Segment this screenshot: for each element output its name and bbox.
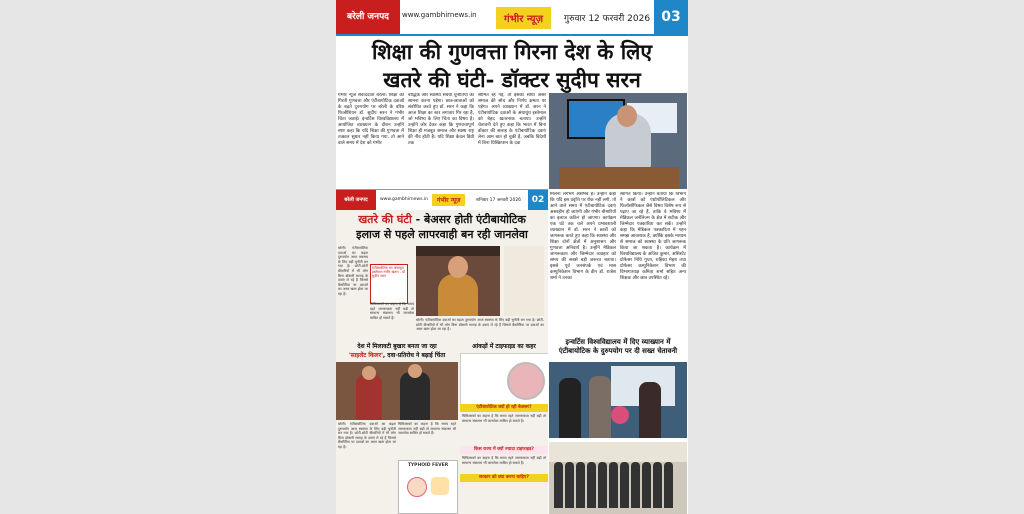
clipping-text-e: चिकित्सकों का कहना है कि समय रहते जागरूकता नहीं बढ़ी तो सामान्य संक्रमण भी जानलेवा साबित हो सकते हैं। (462, 456, 546, 465)
page-header (336, 0, 688, 34)
sec2-red: 'साइलेंट किलर' (348, 352, 383, 359)
article-column-2: बौद्धिक और स्वास्थ्य संबंधी चुनौतियों का सामना करना पड़ेगा। छात्र-छात्राओं को संबोधित करते हुए डॉ. सरन ने कहा कि आज शिक्षा का स्तर लगातार गिर रहा है, जो भविष्य के लिए चिंता का विषय है। उन्होंने जोर देकर कहा कि गुणवत्तापूर्ण शिक्षा ही मजबूत समाज और स्वस्थ राष्ट्र की नींव होती है। यदि शिक्षा केवल डिग्री तक (408, 93, 474, 146)
headline-line-2: खतरे की घंटी- डॉक्टर सुदीप सरन (383, 67, 641, 92)
header-website: www.gambhirnews.in (402, 11, 477, 19)
right-column-a: मिलना लगभग असंभव है। उन्होंने कहा कि यदि इस प्रवृत्ति पर रोक नहीं लगी, तो आने वाले समय में एंटीबायोटिक दवाएं असरहीन हो जाएंगी और गंभीर बीमारियों का इलाज कठिन हो जाएगा। कार्यक्रम एक घंटे तक चले अपने प्रभावशाली व्याख्यान में डॉ. सरन ने छात्रों को जागरूक करते हुए कहा कि स्वास्थ्य और शिक्षा दोनों क्षेत्रों में अनुशासन और गुणवत्ता अनिवार्य है। उन्होंने मेडिकल जागरूकता और जिम्मेदार व्यवहार को समय की सबसे बड़ी जरूरत बताया। इससे पूर्व जनसंपर्क एवं मास कम्युनिकेशन विभाग के डीन डॉ. राजेश शर्मा ने उनका (550, 192, 616, 281)
header-location: बरेली जनपद (336, 0, 400, 34)
bouquet-icon (611, 406, 629, 424)
clipping-section-2-title (336, 342, 458, 360)
clipping-quote-box: एंटीबायोटिक का अंधाधुंध इस्तेमाल गंभीर खतरा - डॉ सुदीप सरन (370, 264, 408, 304)
clipping-question-2: किस राज्य में क्यों ज्यादा टाइफाइड? (460, 446, 548, 454)
header-brand: गंभीर न्यूज़ (496, 7, 551, 29)
clipping-question-1: एंटीबायोटिक क्यों हो रही बेअसर? (460, 404, 548, 412)
clipping-text-d: चिकित्सकों का कहना है कि समय रहते जागरूकता नहीं बढ़ी तो सामान्य संक्रमण भी जानलेवा साबित हो सकते हैं। (462, 414, 546, 423)
newspaper-clipping (336, 189, 548, 514)
clipping-photo-doctors (336, 362, 458, 420)
clipping-header (336, 190, 548, 210)
header-page-number: 03 (654, 0, 688, 34)
right-subheadline-line-1: इन्वर्टिस विश्वविद्यालय में दिए व्याख्यान में (565, 337, 671, 346)
clipping-brand: गंभीर न्यूज़ (432, 194, 465, 206)
clipping-question-3: सरकार को क्या करना चाहिए? (460, 474, 548, 482)
main-headline (336, 38, 688, 94)
typhoid-infographic (398, 460, 458, 514)
right-subheadline (548, 337, 688, 355)
clipping-text-a: बरेली। एंटीबायोटिक दवाओं का बढ़ता दुरुपयोग आज स्वास्थ्य के लिए बड़ी चुनौती बन गया है। छोटी-छोटी बीमारियों में भी लोग बिना डॉक्टरी सलाह के दवाएं ले रहे हैं जिससे बैक्टीरिया पर दवाओं का असर खत्म होता जा रहा है। (338, 246, 368, 296)
sec2-line-1: देश में मिलावटी बुखार बनता जा रहा (357, 343, 437, 350)
clipping-website: www.gambhirnews.in (380, 197, 428, 202)
clipping-section-3-title: आंकड़ों में टाइफाइड का कहर (472, 343, 536, 350)
patient-icon (407, 477, 427, 497)
article-column-1: गंभीर न्यूज संवाददाता बरेली। शिक्षा की गिरती गुणवत्ता और एंटीबायोटिक दवाओं के बढ़ते दुरुपयोग पर बरेली के वरिष्ठ फिजीशियन डॉ. सुदीप सरन ने गंभीर चिंता जताई। इन्वर्टिस विश्वविद्यालय में आयोजित व्याख्यान के दौरान उन्होंने स्पष्ट कहा कि यदि शिक्षा की गुणवत्ता में तत्काल सुधार नहीं किया गया, तो आने वाले समय में देश को गंभीर (338, 93, 404, 146)
clipping-headline-line-2: इलाज से पहले लापरवाही बन रही जानलेवा (356, 228, 528, 241)
clipping-text-c: बरेली। एंटीबायोटिक दवाओं का बढ़ता दुरुपयोग आज स्वास्थ्य के लिए बड़ी चुनौती बन गया है। छोटी-छोटी बीमारियों में भी लोग बिना डॉक्टरी सलाह के दवाएं ले रहे हैं जिससे बैक्टीरिया पर दवाओं का असर खत्म होता जा रहा है। (416, 318, 544, 332)
clipping-date: शनिवार 17 जनवरी 2026 (476, 198, 522, 203)
clipping-text-g: चिकित्सकों का कहना है कि समय रहते जागरूकता नहीं बढ़ी तो सामान्य संक्रमण भी जानलेवा साबित हो सकते हैं। (398, 422, 456, 436)
clipping-headline (338, 212, 546, 242)
typhoid-label: TYPHOID FEVER (407, 463, 449, 468)
newspaper-page (336, 0, 688, 514)
right-column-b: स्वागत किया। उन्होंने बताया कि विभाग ने छात्रों को एंथ्रोपॉलिटिकल और फिलॉसॉफिकल जैसे विषय विशेष रूप से पढ़ाए जा रहे हैं, ताकि वे भविष्य में मेडिकल जर्नलिज्म के क्षेत्र में सटीक और जिम्मेदार पत्रकारिता कर सकें। उन्होंने कहा कि मेडिकल पत्रकारिता में गहन समझ आवश्यक है, क्योंकि इसके माध्यम से समाज को स्वास्थ्य के प्रति जागरूक किया जा सकता है। कार्यक्रम में विश्वविद्यालय के अजित कुमार, असिस्टेंट प्रोफेसर निधि गुप्ता, राहिका मेहरा तथा प्रोफेसर कम्युनिकेशन विभाग की विभागाध्यक्ष कमिता शर्मा सहित अन्य शिक्षक और छात्र उपस्थित रहे। (620, 192, 686, 281)
right-subheadline-line-2: एंटीबायोटिक के दुरुपयोग पर दी सख्त चेतावनी (558, 346, 678, 355)
clipping-infographic (460, 353, 548, 405)
clipping-location: बरेली जनपद (336, 190, 376, 210)
clipping-headline-rest: - बेअसर होती एंटीबायोटिक (411, 213, 526, 226)
lecture-photo (549, 93, 687, 189)
felicitation-photo (549, 362, 687, 438)
petri-dish-icon (507, 362, 545, 400)
group-photo (549, 442, 687, 514)
thermometer-icon (431, 477, 449, 495)
clipping-headline-red: खतरे की घंटी (358, 213, 412, 226)
clipping-side-photo (504, 246, 544, 316)
header-date: गुरुवार 12 फरवरी 2026 (564, 14, 651, 24)
sec2-rest: , दवा-प्रतिरोध ने बढ़ाई चिंता (382, 352, 446, 359)
header-divider (336, 34, 688, 36)
clipping-text-f: बरेली। एंटीबायोटिक दवाओं का बढ़ता दुरुपयोग आज स्वास्थ्य के लिए बड़ी चुनौती बन गया है। छोटी-छोटी बीमारियों में भी लोग बिना डॉक्टरी सलाह के दवाएं ले रहे हैं जिससे बैक्टीरिया पर दवाओं का असर खत्म होता जा रहा है। (338, 422, 396, 449)
clipping-text-b: चिकित्सकों का कहना है कि समय रहते जागरूकता नहीं बढ़ी तो सामान्य संक्रमण भी जानलेवा साबित हो सकते हैं। (370, 302, 414, 320)
clipping-page-number: 02 (528, 190, 548, 210)
article-column-3: सीमित रह गई, तो इसका सीधा असर समाज की सोच और निर्णय क्षमता पर पड़ेगा। अपने व्याख्यान में डॉ. सरन ने एंटीबायोटिक दवाओं के अंधाधुंध इस्तेमाल को बेहद खतरनाक बताया। उन्होंने चेतावनी देते हुए कहा कि भारत में बिना डॉक्टर की सलाह के एंटीबायोटिक दवाएं लेना आम बात हो चुकी है, जबकि विदेशों में बिना प्रिस्क्रिप्शन के दवा (478, 93, 546, 146)
clipping-doctor-photo (416, 246, 500, 316)
headline-line-1: शिक्षा की गुणवत्ता गिरना देश के लिए (371, 39, 653, 64)
